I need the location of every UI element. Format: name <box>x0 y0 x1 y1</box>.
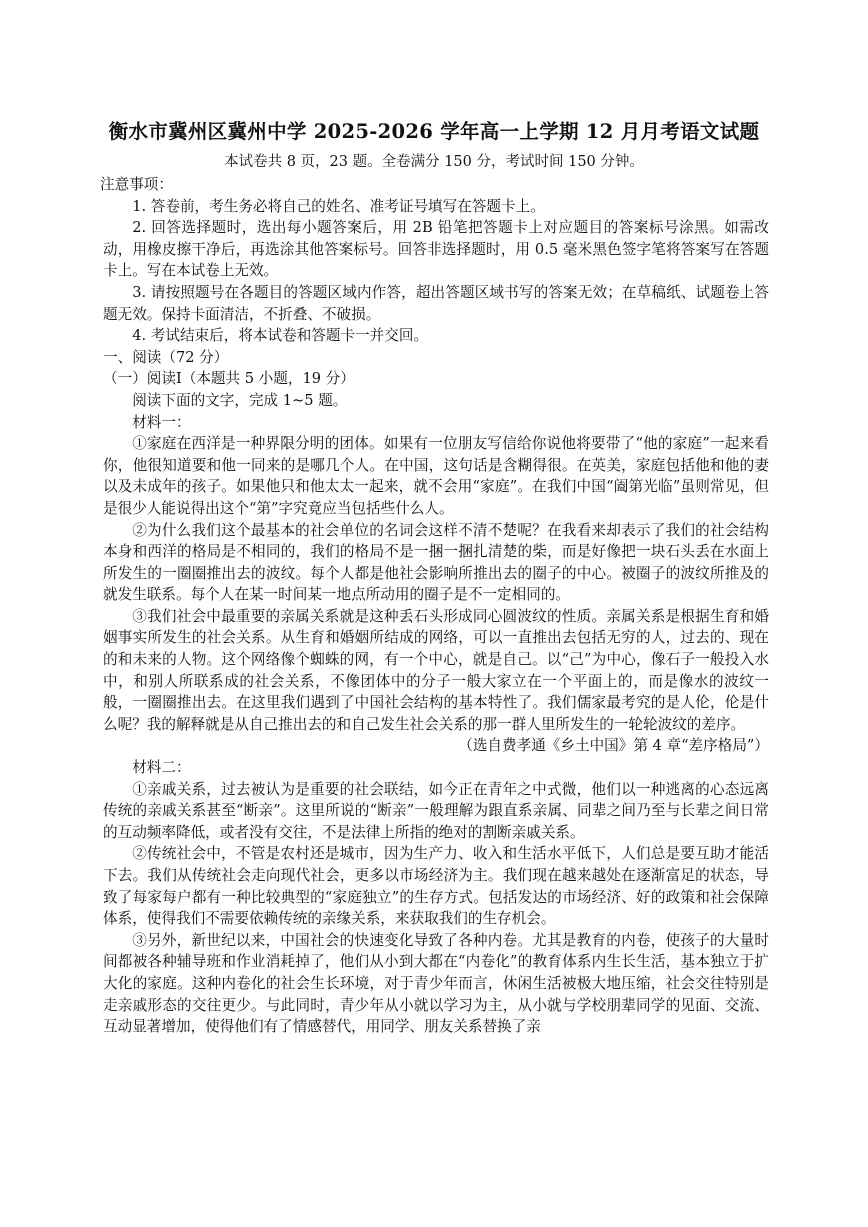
material1-paragraph-1: ①家庭在西洋是一种界限分明的团体。如果有一位朋友写信给你说他将要带了“他的家庭”一起来看你，他很知道要和他一同来的是哪几个人。在中国，这句话是含糊得很。在英美，家庭包括他和他的妻以及未成年的孩子。如果他只和他太太一起来，就不会用“家庭”。在我们中国“阖第光临”虽则常见，但是很少人能说得出这个“第”字究竟应当包括些什么人。 <box>103 435 769 517</box>
document-body <box>100 174 769 1038</box>
notes-item-1: 1. 答卷前，考生务必将自己的姓名、准考证号填写在答题卡上。 <box>132 197 545 215</box>
section-heading: 一、阅读（72 分） <box>103 348 229 366</box>
material2-paragraph-2: ②传统社会中，不管是农村还是城市，因为生产力、收入和生活水平低下，人们总是要互助才能活下去。我们从传统社会走向现代社会，更多以市场经济为主。我们现在越来越处在逐渐富足的状态，导致了每家每户都有一种比较典型的“家庭独立”的生存方式。包括发达的市场经济、好的政策和社会保障体系，使得我们不需要依赖传统的亲缘关系，来获取我们的生存机会。 <box>103 845 769 928</box>
material1-source: （选自费孝通《乡土中国》第 4 章“差序格局”） <box>458 737 769 755</box>
page-title: 衡水市冀州区冀州中学 2025-2026 学年高一上学期 12 月月考语文试题 <box>108 120 760 143</box>
notes-item-3: 3. 请按照题号在各题目的答题区域内作答，超出答题区域书写的答案无效；在草稿纸、试题卷上答题无效。保持卡面清洁，不折叠、不破损。 <box>103 283 769 323</box>
material1-paragraph-3: ③我们社会中最重要的亲属关系就是这种丢石头形成同心圆波纹的性质。亲属关系是根据生育和婚姻事实所发生的社会关系。从生育和婚姻所结成的网络，可以一直推出去包括无穷的人，过去的、现在的和未来的人物。这个网络像个蜘蛛的网，有一个中心，就是自己。以“己”为中心，像石子一般投入水中，和别人所联系成的社会关系，不像团体中的分子一般大家立在一个平面上的，而是像水的波纹一般，一圈圈推出去。在这里我们遇到了中国社会结构的基本特性了。我们儒家最考究的是人伦，伦是什么呢？我的解释就是从自己推出去的和自己发生社会关系的那一群人里所发生的一轮轮波纹的差序。 <box>103 607 769 733</box>
notes-item-2: 2. 回答选择题时，选出每小题答案后，用 2B 铅笔把答题卡上对应题目的答案标号涂黑。如需改动，用橡皮擦干净后，再选涂其他答案标号。回答非选择题时，用 0.5 毫米黑色签字笔将答案写在答题卡上。写在本试卷上无效。 <box>103 219 769 280</box>
material2-paragraph-1: ①亲戚关系，过去被认为是重要的社会联结，如今正在青年之中式微，他们以一种逃离的心态远离传统的亲戚关系甚至“断亲”。这里所说的“断亲”一般理解为跟直系亲属、同辈之间乃至与长辈之间日常的互动频率降低，或者没有交往，不是法律上所指的绝对的割断亲戚关系。 <box>103 780 769 841</box>
material2-paragraph-3: ③另外，新世纪以来，中国社会的快速变化导致了各种内卷。尤其是教育的内卷，使孩子的大量时间都被各种辅导班和作业消耗掉了，他们从小到大都在“内卷化”的教育体系内生长生活，基本独立于扩大化的家庭。这种内卷化的社会生长环境，对于青少年而言，休闲生活被极大地压缩，社会交往特别是走亲戚形态的交往更少。与此同时，青少年从小就以学习为主，从小就与学校朋辈同学的见面、交流、互动显著增加，使得他们有了情感替代，用同学、朋友关系替换了亲 <box>103 931 769 1036</box>
material2-label: 材料二： <box>132 759 191 777</box>
notes-heading: 注意事项： <box>100 176 173 193</box>
section-instruction: 阅读下面的文字，完成 1~5 题。 <box>132 391 348 409</box>
section-sub-heading: （一）阅读Ⅰ（本题共 5 小题，19 分） <box>103 370 355 388</box>
notes-item-4: 4. 考试结束后，将本试卷和答题卡一并交回。 <box>132 327 429 345</box>
page-subtitle: 本试卷共 8 页，23 题。全卷满分 150 分，考试时间 150 分钟。 <box>224 154 644 170</box>
material1-label: 材料一： <box>132 413 191 431</box>
material1-paragraph-2: ②为什么我们这个最基本的社会单位的名词会这样不清不楚呢？在我看来却表示了我们的社会结构本身和西洋的格局是不相同的，我们的格局不是一捆一捆扎清楚的柴，而是好像把一块石头丢在水面上所发生的一圈圈推出去的波纹。每个人都是他社会影响所推出去的圈子的中心。被圈子的波纹所推及的就发生联系。每个人在某一时间某一地点所动用的圈子是不一定相同的。 <box>103 521 769 604</box>
